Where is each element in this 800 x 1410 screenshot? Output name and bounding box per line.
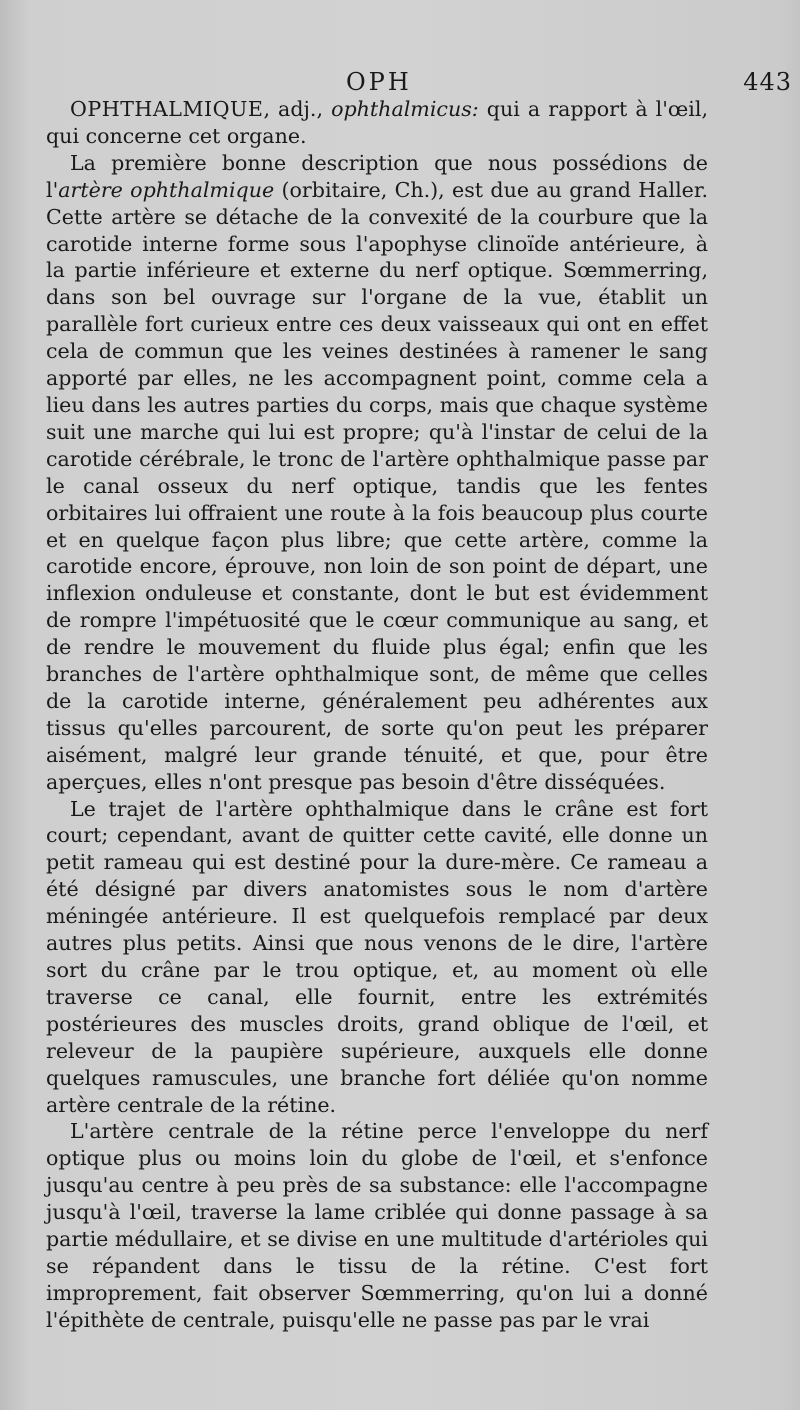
running-head xyxy=(46,66,792,100)
paragraph-1 xyxy=(46,150,708,796)
paragraph-1-term: artère ophthalmique xyxy=(58,177,275,202)
paragraph-1-intro: La première bonne description que nous possédions de l' xyxy=(46,150,708,202)
headword: OPHTHALMIQUE xyxy=(70,97,264,121)
definition: qui a rapport à l'œil, qui concerne cet organe. xyxy=(46,97,709,148)
part-of-speech: , adj., xyxy=(263,97,332,121)
paragraph-3: L'artère centrale de la rétine perce l'enveloppe du nerf optique plus ou moins loin du globe de l'œil, et s'enfonce jusqu'au centre à peu près de sa substance: elle l'accompagne jusqu'à l'œil, traverse la lame criblée qui donne passage à sa partie médullaire, et se divise en une multitude d'artérioles qui se répandent dans le tissu de la rétine. C'est fort improprement, fait observer Sœmmerring, qu'on lui a donné l'épithète de centrale, puisqu'elle ne passe pas par le vrai xyxy=(46,1119,708,1332)
paragraph-1-text: (orbitaire, Ch.), est due au grand Haller. Cette artère se détache de la convexité de la courbure que la carotide interne forme sous l'apophyse clinoïde antérieure, à la partie inférieure et externe du nerf optique. Sœmmerring, dans son bel ouvrage sur l'organe de la vue, établit un parallèle fort curieux entre ces deux vaisseaux qui ont en effet cela de commun que les veines destinées à ramener le sang apporté par elles, ne les accompagnent point, comme cela a lieu dans les autres parties du corps, mais que chaque système suit une marche qui lui est propre; qu'à l'instar de celui de la carotide cérébrale, le tronc de l'artère ophthalmique passe par le canal osseux du nerf optique, tandis que les fentes orbitaires lui offraient une route à la fois beaucoup plus courte et en quelque façon plus libre; que cette artère, comme la carotide encore, éprouve, non loin de son point de départ, une inflexion onduleuse et constante, dont le but est évidemment de rompre l'impétuosité que le cœur communique au sang, et de rendre le mouvement du fluide plus égal; enfin que les branches de l'artère ophthalmique sont, de même que celles de la carotide interne, généralement peu adhérentes aux tissus qu'elles parcourent, de sorte qu'on peut les préparer aisément, malgré leur grande ténuité, et que, pour être aperçues, elles n'ont presque pas besoin d'être disséquées. xyxy=(46,177,708,794)
running-head-title: OPH xyxy=(346,68,412,96)
article-body xyxy=(46,96,708,1334)
page-number: 443 xyxy=(743,68,792,96)
paragraph-2: Le trajet de l'artère ophthalmique dans le crâne est fort court; cependant, avant de quitter cette cavité, elle donne un petit rameau qui est destiné pour la dure-mère. Ce rameau a été désigné par divers anatomistes sous le nom d'artère méningée antérieure. Il est quelquefois remplacé par deux autres plus petits. Ainsi que nous venons de le dire, l'artère sort du crâne par le trou optique, et, au moment où elle traverse ce canal, elle fournit, entre les extrémités postérieures des muscles droits, grand oblique de l'œil, et releveur de la paupière supérieure, auxquels elle donne quelques ramuscules, une branche fort déliée qu'on nomme artère centrale de la rétine. xyxy=(46,796,708,1117)
latin-gloss: ophthalmicus: xyxy=(331,97,479,121)
entry-paragraph xyxy=(46,96,708,150)
